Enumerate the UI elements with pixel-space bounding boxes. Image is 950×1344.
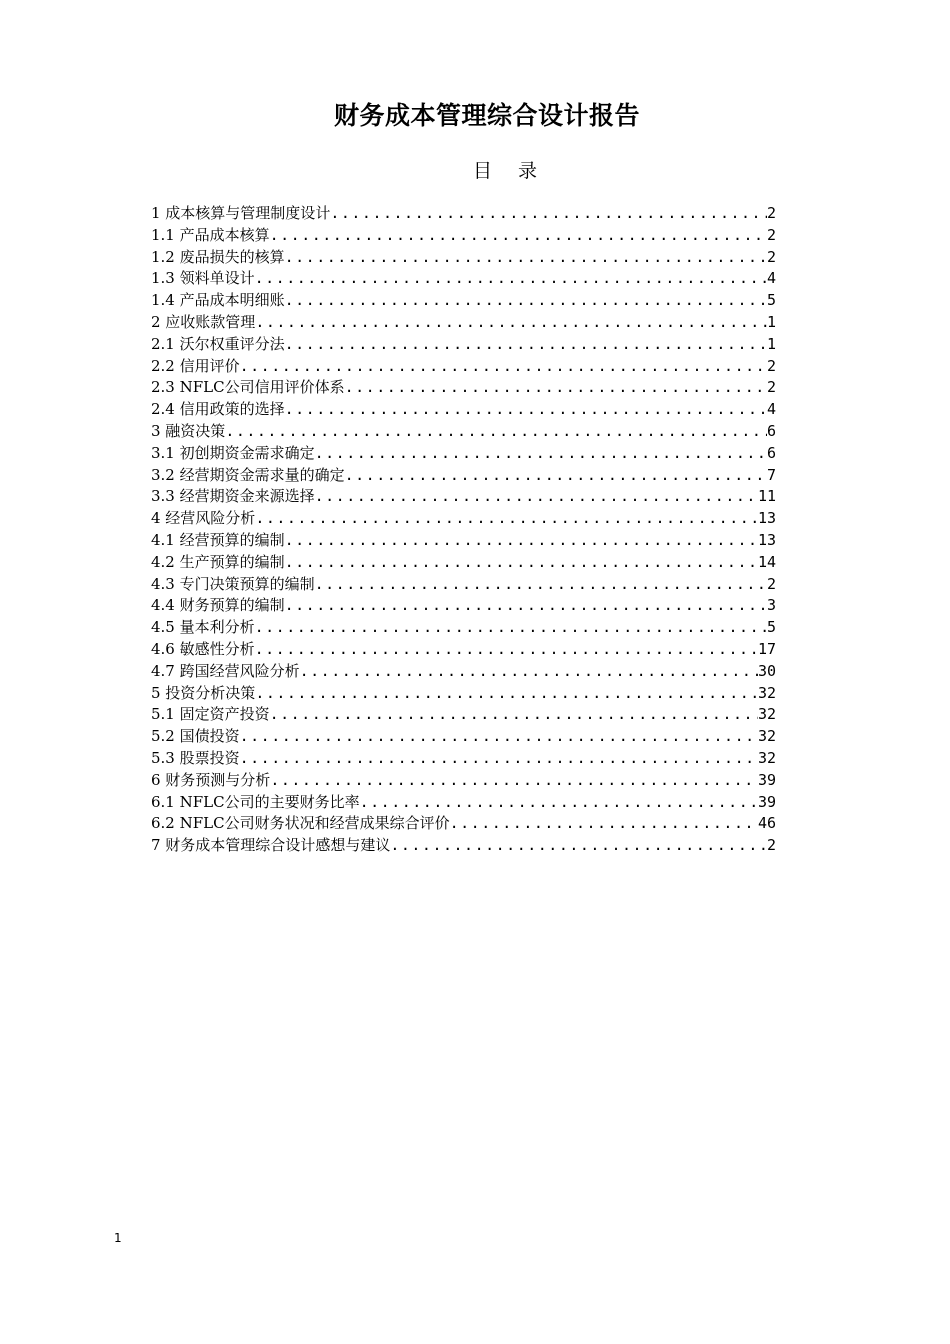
toc-dot-leader bbox=[255, 617, 767, 639]
toc-entry[interactable] bbox=[151, 290, 776, 312]
toc-dot-leader bbox=[360, 792, 758, 814]
toc-dot-leader bbox=[255, 268, 767, 290]
toc-entry[interactable] bbox=[151, 530, 776, 552]
toc-entry-page: 4 bbox=[766, 400, 776, 419]
toc-entry-label: 3.2 经营期资金需求量的确定 bbox=[151, 465, 345, 484]
toc-entry[interactable] bbox=[151, 486, 776, 508]
toc-entry[interactable] bbox=[151, 574, 776, 596]
toc-entry-page: 2 bbox=[766, 378, 776, 397]
toc-dot-leader bbox=[345, 377, 767, 399]
toc-entry-label: 3 融资决策 bbox=[151, 421, 226, 440]
toc-entry-label: 6 财务预测与分析 bbox=[151, 770, 271, 789]
toc-heading: 目 录 bbox=[472, 160, 548, 182]
toc-entry-label: 3.1 初创期资金需求确定 bbox=[151, 443, 315, 462]
toc-entry[interactable] bbox=[151, 661, 776, 683]
toc-entry[interactable] bbox=[151, 617, 776, 639]
toc-entry-label: 4.6 敏感性分析 bbox=[151, 639, 255, 658]
toc-dot-leader bbox=[300, 661, 758, 683]
toc-entry-label: 6.2 NFLC公司财务状况和经营成果综合评价 bbox=[151, 814, 450, 833]
toc-entry[interactable] bbox=[151, 268, 776, 290]
toc-entry-page: 4 bbox=[766, 269, 776, 288]
document-title: 财务成本管理综合设计报告 bbox=[333, 101, 640, 130]
toc-entry-label: 2.1 沃尔权重评分法 bbox=[151, 334, 285, 353]
toc-entry-page: 17 bbox=[757, 639, 776, 658]
toc-entry-label: 5 投资分析决策 bbox=[151, 683, 256, 702]
toc-entry-page: 39 bbox=[757, 792, 776, 811]
toc-dot-leader bbox=[285, 530, 758, 552]
page-number: 1 bbox=[114, 1231, 122, 1245]
toc-dot-leader bbox=[390, 835, 767, 857]
toc-dot-leader bbox=[285, 290, 767, 312]
table-of-contents bbox=[151, 203, 776, 857]
toc-entry-label: 2 应收账款管理 bbox=[151, 312, 256, 331]
toc-entry-page: 1 bbox=[766, 334, 776, 353]
toc-entry-page: 32 bbox=[757, 727, 776, 746]
toc-dot-leader bbox=[240, 748, 758, 770]
toc-entry-label: 2.4 信用政策的选择 bbox=[151, 400, 285, 419]
toc-entry[interactable] bbox=[151, 421, 776, 443]
toc-dot-leader bbox=[240, 356, 767, 378]
toc-dot-leader bbox=[285, 552, 758, 574]
toc-dot-leader bbox=[315, 574, 767, 596]
toc-entry[interactable] bbox=[151, 835, 776, 857]
toc-entry-label: 6.1 NFLC公司的主要财务比率 bbox=[151, 792, 360, 811]
toc-entry[interactable] bbox=[151, 465, 776, 487]
toc-entry-page: 2 bbox=[766, 836, 776, 855]
toc-dot-leader bbox=[255, 639, 758, 661]
toc-entry-page: 13 bbox=[757, 509, 776, 528]
toc-entry[interactable] bbox=[151, 203, 776, 225]
toc-entry[interactable] bbox=[151, 726, 776, 748]
toc-entry-page: 32 bbox=[757, 748, 776, 767]
toc-dot-leader bbox=[270, 225, 767, 247]
toc-dot-leader bbox=[285, 334, 767, 356]
toc-entry-page: 6 bbox=[766, 443, 776, 462]
toc-entry[interactable] bbox=[151, 748, 776, 770]
toc-entry[interactable] bbox=[151, 595, 776, 617]
toc-dot-leader bbox=[315, 486, 758, 508]
toc-entry-label: 4.3 专门决策预算的编制 bbox=[151, 574, 315, 593]
toc-entry[interactable] bbox=[151, 312, 776, 334]
toc-dot-leader bbox=[225, 421, 767, 443]
toc-entry-page: 2 bbox=[766, 247, 776, 266]
toc-entry-page: 3 bbox=[766, 596, 776, 615]
toc-entry-label: 4.2 生产预算的编制 bbox=[151, 552, 285, 571]
toc-entry[interactable] bbox=[151, 639, 776, 661]
toc-entry[interactable] bbox=[151, 356, 776, 378]
toc-entry[interactable] bbox=[151, 813, 776, 835]
toc-entry-label: 5.1 固定资产投资 bbox=[151, 705, 270, 724]
toc-dot-leader bbox=[285, 399, 767, 421]
toc-entry[interactable] bbox=[151, 247, 776, 269]
toc-dot-leader bbox=[255, 508, 758, 530]
toc-dot-leader bbox=[345, 465, 767, 487]
toc-entry-page: 14 bbox=[757, 552, 776, 571]
toc-entry-label: 5.2 国债投资 bbox=[151, 727, 240, 746]
toc-entry[interactable] bbox=[151, 443, 776, 465]
toc-entry-label: 1.2 废品损失的核算 bbox=[151, 247, 285, 266]
toc-entry-label: 4 经营风险分析 bbox=[151, 509, 256, 528]
toc-entry[interactable] bbox=[151, 704, 776, 726]
toc-entry[interactable] bbox=[151, 334, 776, 356]
toc-entry[interactable] bbox=[151, 399, 776, 421]
toc-dot-leader bbox=[255, 683, 758, 705]
toc-entry[interactable] bbox=[151, 792, 776, 814]
toc-dot-leader bbox=[330, 203, 767, 225]
toc-entry-page: 32 bbox=[757, 683, 776, 702]
toc-entry-label: 3.3 经营期资金来源选择 bbox=[151, 487, 315, 506]
toc-entry-page: 6 bbox=[766, 421, 776, 440]
toc-entry[interactable] bbox=[151, 508, 776, 530]
toc-entry-page: 2 bbox=[766, 204, 776, 222]
toc-entry-label: 4.7 跨国经营风险分析 bbox=[151, 661, 300, 680]
toc-entry-label: 2.2 信用评价 bbox=[151, 356, 240, 375]
toc-dot-leader bbox=[285, 247, 767, 269]
toc-entry-page: 30 bbox=[757, 661, 776, 680]
toc-dot-leader bbox=[315, 443, 767, 465]
toc-entry-page: 32 bbox=[757, 705, 776, 724]
toc-entry-page: 46 bbox=[757, 814, 776, 833]
toc-entry-label: 2.3 NFLC公司信用评价体系 bbox=[151, 378, 345, 397]
toc-entry[interactable] bbox=[151, 683, 776, 705]
toc-entry-page: 11 bbox=[757, 487, 776, 506]
toc-entry-page: 2 bbox=[766, 225, 776, 244]
toc-entry-page: 39 bbox=[757, 770, 776, 789]
toc-entry-label: 4.4 财务预算的编制 bbox=[151, 596, 285, 615]
toc-entry-label: 4.1 经营预算的编制 bbox=[151, 530, 285, 549]
toc-entry-page: 2 bbox=[766, 574, 776, 593]
toc-dot-leader bbox=[285, 595, 767, 617]
toc-entry-label: 5.3 股票投资 bbox=[151, 748, 240, 767]
toc-entry-label: 1 成本核算与管理制度设计 bbox=[151, 204, 331, 222]
toc-entry-page: 5 bbox=[766, 291, 776, 310]
toc-entry-label: 7 财务成本管理综合设计感想与建议 bbox=[151, 836, 391, 855]
toc-dot-leader bbox=[255, 312, 767, 334]
toc-entry-page: 7 bbox=[766, 465, 776, 484]
toc-dot-leader bbox=[240, 726, 758, 748]
toc-entry-label: 4.5 量本利分析 bbox=[151, 618, 255, 637]
toc-entry-page: 13 bbox=[757, 530, 776, 549]
toc-entry-label: 1.4 产品成本明细账 bbox=[151, 291, 285, 310]
toc-entry-label: 1.3 领料单设计 bbox=[151, 269, 255, 288]
toc-entry[interactable] bbox=[151, 552, 776, 574]
toc-entry-label: 1.1 产品成本核算 bbox=[151, 225, 270, 244]
toc-entry[interactable] bbox=[151, 770, 776, 792]
toc-entry-page: 5 bbox=[766, 618, 776, 637]
toc-entry-page: 1 bbox=[766, 312, 776, 331]
toc-dot-leader bbox=[270, 704, 758, 726]
toc-entry[interactable] bbox=[151, 377, 776, 399]
toc-entry[interactable] bbox=[151, 225, 776, 247]
toc-dot-leader bbox=[450, 813, 758, 835]
toc-entry-page: 2 bbox=[766, 356, 776, 375]
toc-dot-leader bbox=[270, 770, 758, 792]
